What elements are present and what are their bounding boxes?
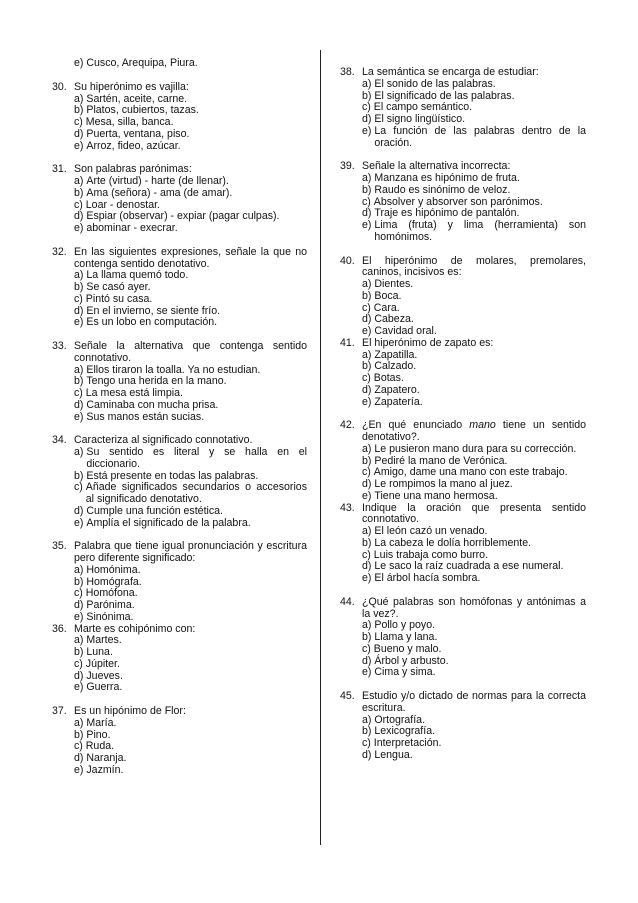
question-number: 43. [340,501,355,514]
option-text: Luna. [86,646,113,658]
question-number: 33. [52,340,67,352]
question-stem [52,247,307,271]
option-letter: e) [362,124,372,137]
question-text: Su hiperónimo es vajilla: [74,80,189,93]
option-text: Parónima. [86,599,135,611]
option-letter: e) [362,325,372,337]
option-letter: b) [362,536,372,549]
option-letter: c) [362,548,371,561]
question-text-part: ¿En qué enunciado [362,419,470,432]
option-item [340,79,586,91]
option-letter: a) [74,446,84,458]
option-letter: a) [74,634,84,647]
question-number: 35. [52,540,67,553]
question-text: Señale la alternativa que contenga sentido connotativo. [74,340,307,364]
option-letter: b) [362,631,372,643]
option-text: Loar - denostar. [85,198,160,211]
options-list [340,526,586,585]
option-letter: d) [74,599,84,611]
option-item [52,682,307,694]
option-item [340,114,586,126]
option-text: Homógrafa. [86,575,142,588]
option-text: El campo semántico. [373,101,473,114]
option-letter: b) [74,646,84,658]
option-letter: c) [74,116,83,128]
question-item [340,256,586,338]
option-text: El sonido de las palabras. [374,77,496,90]
option-letter: d) [74,669,84,682]
option-item [52,388,307,400]
option-letter: a) [74,716,84,729]
option-item [340,632,586,644]
question-item [52,435,307,529]
question-number: 38. [340,66,355,78]
option-letter: e) [74,610,84,623]
option-item [52,223,307,235]
option-text: Pollo y poyo. [374,619,436,632]
option-text: Cumple una función estética. [86,504,223,517]
option-letter: e) [74,410,84,423]
option-letter: b) [362,725,372,738]
option-letter: e) [362,572,372,584]
question-number: 37. [52,705,67,717]
options-list [340,620,586,679]
option-text: En el invierno, se siente frío. [86,304,221,317]
option-item [52,58,307,70]
option-letter: a) [74,563,84,576]
question-text-emphasis: mano [469,419,496,432]
option-letter: d) [74,127,84,140]
question-number: 31. [52,163,67,176]
option-item [52,765,307,777]
option-text: Absolver y absorver son parónimos. [373,195,543,208]
option-text: Luis trabaja como burro. [373,548,489,561]
option-letter: e) [74,316,84,329]
option-letter: e) [74,139,84,152]
option-item [340,738,586,750]
option-text: La llama quemó todo. [86,269,189,282]
option-text: La cabeza le dolía horriblemente. [374,536,532,549]
option-text: Martes. [86,634,122,647]
option-letter: d) [362,478,372,490]
option-letter: d) [74,504,84,517]
question-item [52,58,307,70]
option-text: Es un lobo en computación. [86,316,218,329]
option-letter: c) [362,466,371,479]
option-text: Sartén, aceite, carne. [86,92,188,105]
option-item [52,647,307,659]
option-letter: b) [362,360,372,373]
question-stem [52,541,307,565]
option-item [52,659,307,671]
option-text: El árbol hacía sombra. [374,572,481,584]
option-text: Cabeza. [374,313,414,326]
option-text: Ruda. [85,740,115,753]
option-text: Arte (virtud) - harte (de llenar). [86,175,229,187]
option-text: Ellos tiraron la toalla. Ya no estudian. [86,363,261,376]
options-list [52,176,307,235]
option-letter: e) [362,666,372,679]
option-text: Pintó su casa. [85,292,153,305]
question-text: En las siguientes expresiones, señale la que no contenga sentido denotativo. [74,245,307,270]
question-item [340,67,586,149]
question-number: 42. [340,419,355,432]
option-item [340,373,586,385]
question-text: Estudio y/o dictado de normas para la correcta escritura. [362,690,586,714]
option-item [52,412,307,424]
option-letter: d) [362,113,372,125]
option-text: La mesa está limpia. [85,387,183,399]
question-text: Marte es cohipónimo con: [74,622,196,635]
option-letter: c) [362,195,371,208]
option-letter: e) [74,763,84,776]
option-text: Pino. [86,728,111,741]
question-text: Palabra que tiene igual pronunciación y escritura pero diferente significado: [74,540,307,564]
option-letter: b) [362,454,372,467]
option-text: El significado de las palabras. [374,89,515,102]
option-text: María. [86,716,117,729]
question-text: El hiperónimo de molares, premolares, caninos, incisivos es: [362,254,586,279]
question-item [52,624,307,695]
question-text-part: tiene un sentido denotativo?. [362,419,587,443]
option-text: Añade significados secundarios o accesorios al significado denotativo. [85,481,307,505]
options-list [52,635,307,694]
option-letter: b) [362,89,372,102]
right-column [340,67,586,762]
option-letter: d) [362,313,372,326]
option-letter: c) [74,198,83,211]
option-item [52,565,307,577]
option-text: Lima (fruta) y lima (herramienta) son homónimos. [374,219,586,243]
option-letter: c) [362,301,371,314]
option-letter: a) [74,269,84,282]
option-text: Zapatería. [374,395,423,408]
option-text: Interpretación. [373,737,442,749]
option-text: Naranja. [86,752,127,764]
option-text: abominar - execrar. [86,222,178,234]
option-text: Júpiter. [85,657,120,670]
option-letter: a) [362,619,372,632]
option-item [340,220,586,244]
question-stem [340,338,586,350]
option-item [340,479,586,491]
option-text: Caminaba con mucha prisa. [86,398,219,411]
option-text: Tiene una mano hermosa. [374,489,498,502]
question-number: 44. [340,595,355,608]
column-divider [320,50,321,845]
question-stem [340,503,586,527]
option-item [340,526,586,538]
option-letter: a) [74,175,84,187]
option-item [52,317,307,329]
option-letter: a) [362,525,372,537]
option-letter: c) [74,292,83,305]
options-list [52,718,307,777]
options-list [52,58,307,70]
option-item [340,185,586,197]
question-stem [52,82,307,94]
option-text: Zapatilla. [374,348,418,361]
option-letter: e) [362,219,372,231]
question-item [340,503,586,585]
option-item [52,400,307,412]
option-text: Le rompimos la mano al juez. [374,478,513,490]
option-item [52,482,307,506]
option-letter: a) [362,278,372,290]
question-number: 34. [52,434,67,447]
option-text: Tengo una herida en la mano. [86,375,227,388]
option-letter: d) [74,398,84,411]
option-letter: a) [362,172,372,184]
option-item [340,538,586,550]
option-letter: a) [74,363,84,376]
option-text: Está presente en todas las palabras. [86,469,259,482]
options-list [340,79,586,150]
option-item [52,518,307,530]
option-letter: c) [74,587,83,600]
question-item [52,706,307,777]
option-item [52,600,307,612]
option-text: Botas. [373,372,404,384]
question-number: 39. [340,160,355,173]
question-number: 41. [340,336,355,349]
option-letter: a) [362,77,372,90]
option-text: Homónima. [86,563,141,576]
option-letter: c) [74,657,83,670]
option-letter: e) [74,681,84,694]
option-item [52,117,307,129]
option-item [340,397,586,409]
question-number: 30. [52,80,67,93]
option-letter: a) [74,92,84,105]
option-text: Bueno y malo. [373,642,442,655]
option-letter: b) [74,469,84,482]
option-item [52,718,307,730]
option-letter: c) [74,387,83,399]
option-item [52,129,307,141]
option-text: Jazmín. [86,763,124,776]
option-letter: b) [74,104,84,117]
option-item [340,750,586,762]
option-item [52,612,307,624]
option-item [52,506,307,518]
option-letter: b) [74,375,84,388]
question-number: 45. [340,690,355,702]
option-letter: d) [362,207,372,220]
option-item [340,644,586,656]
option-text: Zapatero. [374,383,420,396]
question-stem [340,420,586,444]
option-letter: c) [362,642,371,655]
option-text: Espiar (observar) - expiar (pagar culpas). [86,210,280,223]
option-text: Platos, cubiertos, tazas. [86,104,199,117]
option-text: El león cazó un venado. [374,525,488,537]
option-text: Jueves. [86,669,123,682]
options-list [340,173,586,244]
options-list [340,350,586,409]
option-text: Mesa, silla, banca. [85,116,174,128]
option-item [340,279,586,291]
option-item [340,444,586,456]
option-letter: c) [362,737,371,749]
question-text: Es un hipónimo de Flor: [74,705,186,717]
question-item [340,161,586,243]
option-text: Arroz, fideo, azúcar. [86,139,181,152]
option-text: Le saco la raíz cuadrada a ese numeral. [374,560,564,573]
option-item [340,491,586,503]
option-text: Sus manos están sucias. [86,410,205,423]
option-text: Guerra. [86,681,123,694]
option-text: Dientes. [374,278,414,290]
option-letter: e) [74,57,84,69]
option-item [52,176,307,188]
option-text: Raudo es sinónimo de veloz. [374,183,511,196]
option-item [340,326,586,338]
question-text: Caracteriza al significado connotativo. [74,434,253,447]
options-list [52,565,307,624]
option-item [52,282,307,294]
question-stem [340,597,586,621]
option-letter: e) [362,395,372,408]
option-letter: d) [362,748,372,761]
option-letter: e) [74,222,84,234]
question-item [52,82,307,153]
question-text: Señale la alternativa incorrecta: [362,160,511,173]
option-letter: e) [362,489,372,502]
option-item [52,447,307,471]
question-item [340,597,586,679]
option-text: Ortografía. [374,713,426,726]
option-item [340,385,586,397]
question-item [340,691,586,762]
question-text: ¿Qué palabras son homófonas y antónimas a la vez?. [362,595,586,620]
question-number: 36. [52,622,67,635]
options-list [52,270,307,329]
option-text: El signo lingüístico. [374,113,466,125]
option-text: Le pusieron mano dura para su corrección. [374,442,577,455]
options-list [52,447,307,529]
option-item [52,141,307,153]
option-text: Amigo, dame una mano con este trabajo. [373,466,568,479]
option-letter: d) [362,654,372,667]
option-item [340,667,586,679]
option-letter: b) [74,281,84,293]
question-item [340,420,586,502]
option-letter: c) [74,481,83,494]
option-text: Traje es hipónimo de pantalón. [374,207,520,220]
option-text: Pediré la mano de Verónica. [374,454,508,467]
option-text: La función de las palabras dentro de la oración. [374,124,586,149]
question-item [52,541,307,623]
question-item [340,338,586,409]
question-stem [340,691,586,715]
option-text: Cusco, Arequipa, Piura. [86,57,198,69]
question-number: 32. [52,245,67,258]
option-text: Su sentido es literal y se halla en el diccionario. [86,446,307,470]
options-list [340,279,586,338]
option-letter: b) [362,289,372,302]
question-text: El hiperónimo de zapato es: [362,336,494,349]
option-letter: d) [74,210,84,223]
option-text: Sinónima. [86,610,134,623]
question-text: Indique la oración que presenta sentido connotativo. [362,501,586,526]
options-list [340,444,586,503]
option-text: Lexicografía. [374,725,436,738]
option-text: Amplía el significado de la palabra. [86,516,251,529]
option-letter: d) [74,752,84,764]
option-letter: c) [74,740,83,753]
option-letter: a) [362,442,372,455]
question-text: La semántica se encarga de estudiar: [362,66,539,78]
option-text: Cara. [373,301,400,314]
question-stem [52,706,307,718]
option-text: Llama y lana. [374,631,438,643]
option-item [340,173,586,185]
option-item [340,126,586,150]
option-item [340,291,586,303]
option-item [52,294,307,306]
option-text: Cavidad oral. [374,325,437,337]
question-text: Son palabras parónimas: [74,163,192,176]
option-text: Manzana es hipónimo de fruta. [374,172,520,184]
option-text: Ama (señora) - ama (de amar). [86,186,233,199]
option-letter: b) [74,728,84,741]
options-list [52,365,307,424]
question-item [52,341,307,423]
option-item [340,573,586,585]
question-number: 40. [340,254,355,267]
option-letter: b) [362,183,372,196]
option-letter: a) [362,348,372,361]
option-letter: e) [74,516,84,529]
option-letter: c) [362,372,371,384]
option-text: Homófona. [85,587,138,600]
question-stem [340,256,586,280]
option-text: Calzado. [374,360,417,373]
option-item [52,188,307,200]
option-text: Puerta, ventana, piso. [86,127,190,140]
option-text: Se casó ayer. [86,281,151,293]
option-text: Lengua. [374,748,413,761]
option-letter: d) [362,383,372,396]
option-letter: c) [362,101,371,114]
options-list [340,715,586,762]
options-list [52,94,307,153]
option-item [52,753,307,765]
option-text: Árbol y arbusto. [374,654,449,667]
question-item [52,164,307,235]
option-text: Boca. [374,289,402,302]
option-letter: b) [74,575,84,588]
question-stem [52,341,307,365]
question-item [52,247,307,329]
option-letter: b) [74,186,84,199]
option-letter: d) [362,560,372,573]
left-column [52,58,307,777]
question-stem [340,67,586,79]
option-text: Cima y sima. [374,666,436,679]
option-letter: d) [74,304,84,317]
option-letter: a) [362,713,372,726]
question-text [362,420,586,444]
